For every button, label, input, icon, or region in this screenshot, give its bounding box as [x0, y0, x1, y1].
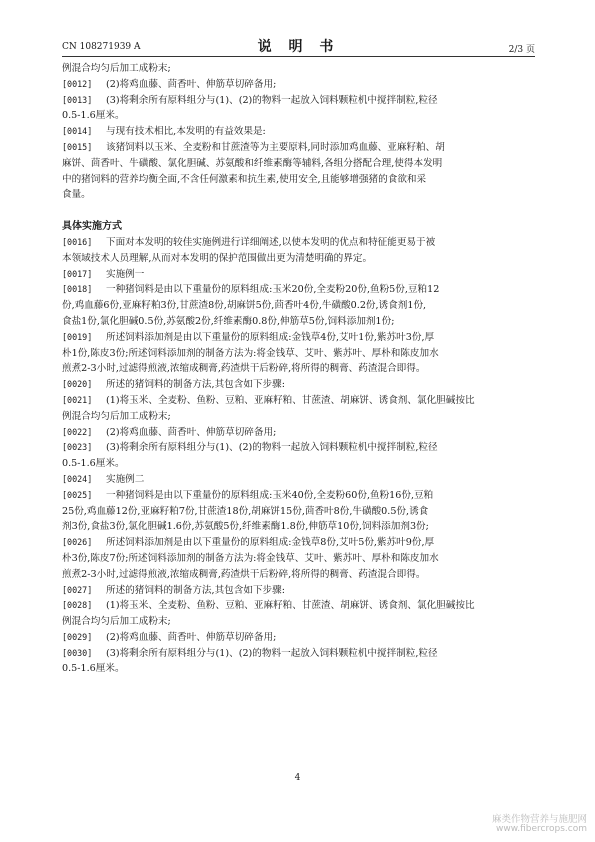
paragraph-text: 例混合均匀后加工成粉末;	[62, 63, 171, 74]
paragraph-text: 一种猪饲料是由以下重量份的原料组成:玉米20份,全麦粉20份,鱼粉5份,豆粕12	[106, 284, 440, 296]
paragraph-line	[62, 361, 537, 377]
paragraph-text: 实施例二	[106, 473, 145, 485]
paragraph-number: [0014]	[62, 126, 93, 137]
paragraph-text: 本领域技术人员理解,从而对本发明的保护范围做出更为清楚明确的界定。	[62, 252, 373, 264]
paragraph-text: (2)将鸡血藤、茴香叶、伸筋草切碎备用;	[106, 78, 277, 90]
paragraph-text: (3)将剩余所有原料组分与(1)、(2)的物料一起放入饲料颗粒机中搅拌制粒,粒径	[106, 94, 438, 106]
section-heading-text: 具体实施方式	[62, 221, 122, 233]
paragraph-line	[62, 661, 537, 677]
document-title: 说 明 书	[257, 39, 340, 55]
paragraph-number: [0015]	[62, 141, 93, 152]
paragraph-line-numbered	[62, 440, 537, 456]
paragraph-text: 所述饲料添加剂是由以下重量份的原料组成:金钱草8份,艾叶5份,紫苏叶9份,厚	[106, 537, 435, 549]
paragraph-text: 0.5-1.6厘米。	[62, 110, 125, 122]
paragraph-line-numbered	[62, 282, 537, 298]
paragraph-line	[62, 614, 537, 630]
paragraph-number: [0024]	[62, 473, 93, 484]
paragraph-text: 实施例一	[106, 268, 145, 280]
paragraph-text: 朴3份,陈皮7份;所述饲料添加剂的制备方法为:将金钱草、艾叶、紫苏叶、厚朴和陈皮加水	[62, 552, 439, 564]
paragraph-line	[62, 108, 537, 124]
paragraph-line-numbered	[62, 425, 537, 441]
paragraph-number: [0027]	[62, 584, 93, 595]
paragraph-number: [0022]	[62, 426, 93, 437]
paragraph-line-numbered	[62, 267, 537, 283]
paragraph-number: [0030]	[62, 647, 93, 658]
paragraph-line-numbered	[62, 235, 537, 251]
paragraph-number: [0029]	[62, 631, 93, 642]
paragraph-line	[62, 409, 537, 425]
paragraph-number: [0023]	[62, 442, 93, 453]
paragraph-number: [0019]	[62, 331, 93, 342]
paragraph-line-numbered	[62, 598, 537, 614]
paragraph-text: 例混合均匀后加工成粉末;	[62, 410, 171, 422]
paragraph-number: [0020]	[62, 379, 93, 390]
paragraph-text: 下面对本发明的较佳实施例进行详细阐述,以使本发明的优点和特征能更易于被	[106, 236, 436, 248]
paragraph-line-numbered	[62, 330, 537, 346]
paragraph-line	[62, 456, 537, 472]
paragraph-text: 麻饼、茴香叶、牛磺酸、氯化胆碱、苏氨酸和纤维素酶等辅料,各组分搭配合理,使得本发明	[62, 157, 443, 169]
paragraph-number: [0021]	[62, 394, 93, 405]
paragraph-text: 25份,鸡血藤12份,亚麻籽粕7份,甘蔗渣18份,胡麻饼15份,茴香叶8份,牛磺酸0.5份,诱食	[62, 505, 429, 517]
page-number: 4	[294, 773, 301, 783]
paragraph-text: (1)将玉米、全麦粉、鱼粉、豆粕、亚麻籽粕、甘蔗渣、胡麻饼、诱食剂、氯化胆碱按比	[106, 600, 475, 612]
patent-number: CN 108271939 A	[62, 42, 141, 52]
paragraph-line-numbered	[62, 93, 537, 109]
paragraph-text: 煎煮2-3小时,过滤得煎液,浓缩成稠膏,药渣烘干后粉碎,将所得的稠膏、药渣混合即得。	[62, 363, 426, 375]
paragraph-line	[62, 567, 537, 583]
paragraph-line-numbered	[62, 630, 537, 646]
paragraph-text: 煎煮2-3小时,过滤得煎液,浓缩成稠膏,药渣烘干后粉碎,将所得的稠膏、药渣混合即得。	[62, 568, 426, 580]
paragraph-line	[62, 519, 537, 535]
paragraph-text: 所述的猪饲料的制备方法,其包含如下步骤:	[106, 584, 285, 596]
paragraph-line-numbered	[62, 77, 537, 93]
paragraph-number: [0016]	[62, 236, 93, 247]
paragraph-text: (3)将剩余所有原料组分与(1)、(2)的物料一起放入饲料颗粒机中搅拌制粒,粒径	[106, 647, 438, 659]
paragraph-line	[62, 187, 537, 203]
paragraph-line	[62, 156, 537, 172]
paragraph-text: (2)将鸡血藤、茴香叶、伸筋草切碎备用;	[106, 426, 277, 438]
paragraph-line	[62, 314, 537, 330]
paragraph-line-numbered	[62, 140, 537, 156]
page-header	[62, 36, 535, 56]
paragraph-text: (3)将剩余所有原料组分与(1)、(2)的物料一起放入饲料颗粒机中搅拌制粒,粒径	[106, 442, 438, 454]
paragraph-number: [0025]	[62, 489, 93, 500]
paragraph-line	[62, 172, 537, 188]
paragraph-text: 份,鸡血藤6份,亚麻籽粕3份,甘蔗渣8份,胡麻饼5份,茴香叶4份,牛磺酸0.2份,诱食剂1份,	[62, 300, 427, 312]
paragraph-line-numbered	[62, 535, 537, 551]
paragraph-number: [0012]	[62, 78, 93, 89]
page-info: 2/3 页	[508, 45, 535, 55]
paragraph-text: 所述的猪饲料的制备方法,其包含如下步骤:	[106, 379, 285, 391]
paragraph-number: [0018]	[62, 284, 93, 295]
paragraph-line	[62, 61, 537, 77]
paragraph-number: [0028]	[62, 600, 93, 611]
watermark-text: 麻类作物营养与施肥网	[491, 814, 587, 825]
paragraph-text: 剂3份,食盐3份,氯化胆碱1.6份,苏氨酸5份,纤维素酶1.8份,伸筋草10份,饲料添加剂3份;	[62, 521, 429, 533]
paragraph-number: [0017]	[62, 268, 93, 279]
paragraph-text: 一种猪饲料是由以下重量份的原料组成:玉米40份,全麦粉60份,鱼粉16份,豆粕	[106, 489, 434, 501]
paragraph-text: 朴1份,陈皮3份;所述饲料添加剂的制备方法为:将金钱草、艾叶、紫苏叶、厚朴和陈皮加水	[62, 347, 439, 359]
paragraph-text: 与现有技术相比,本发明的有益效果是:	[106, 126, 266, 138]
document-body	[62, 61, 537, 677]
paragraph-line-numbered	[62, 583, 537, 599]
paragraph-line	[62, 298, 537, 314]
paragraph-line-numbered	[62, 124, 537, 140]
paragraph-text: 所述饲料添加剂是由以下重量份的原料组成:金钱草4份,艾叶1份,紫苏叶3份,厚	[106, 331, 435, 343]
section-heading	[62, 219, 537, 235]
paragraph-text: 食量。	[62, 189, 91, 201]
paragraph-gap	[62, 203, 537, 219]
paragraph-text: 中的猪饲料的营养均衡全面,不含任何激素和抗生素,使用安全,且能够增强猪的食欲和采	[62, 173, 427, 185]
paragraph-text: 0.5-1.6厘米。	[62, 663, 125, 675]
paragraph-line-numbered	[62, 377, 537, 393]
paragraph-line	[62, 251, 537, 267]
paragraph-line	[62, 551, 537, 567]
paragraph-text: 例混合均匀后加工成粉末;	[62, 616, 171, 628]
header-rule	[62, 56, 535, 57]
paragraph-line	[62, 346, 537, 362]
paragraph-line-numbered	[62, 488, 537, 504]
watermark-url: www.fibercrops.com	[496, 824, 587, 834]
paragraph-text: 食盐1份,氯化胆碱0.5份,苏氨酸2份,纤维素酶0.8份,伸筋草5份,饲料添加剂1份;	[62, 315, 395, 327]
paragraph-text: 0.5-1.6厘米。	[62, 458, 125, 470]
paragraph-line-numbered	[62, 472, 537, 488]
paragraph-text: (1)将玉米、全麦粉、鱼粉、豆粕、亚麻籽粕、甘蔗渣、胡麻饼、诱食剂、氯化胆碱按比	[106, 394, 475, 406]
paragraph-number: [0013]	[62, 94, 93, 105]
paragraph-text: 该猪饲料以玉米、全麦粉和甘蔗渣等为主要原料,同时添加鸡血藤、亚麻籽粕、胡	[106, 141, 445, 153]
paragraph-text: (2)将鸡血藤、茴香叶、伸筋草切碎备用;	[106, 631, 277, 643]
paragraph-line	[62, 504, 537, 520]
paragraph-number: [0026]	[62, 537, 93, 548]
paragraph-line-numbered	[62, 393, 537, 409]
paragraph-line-numbered	[62, 646, 537, 662]
